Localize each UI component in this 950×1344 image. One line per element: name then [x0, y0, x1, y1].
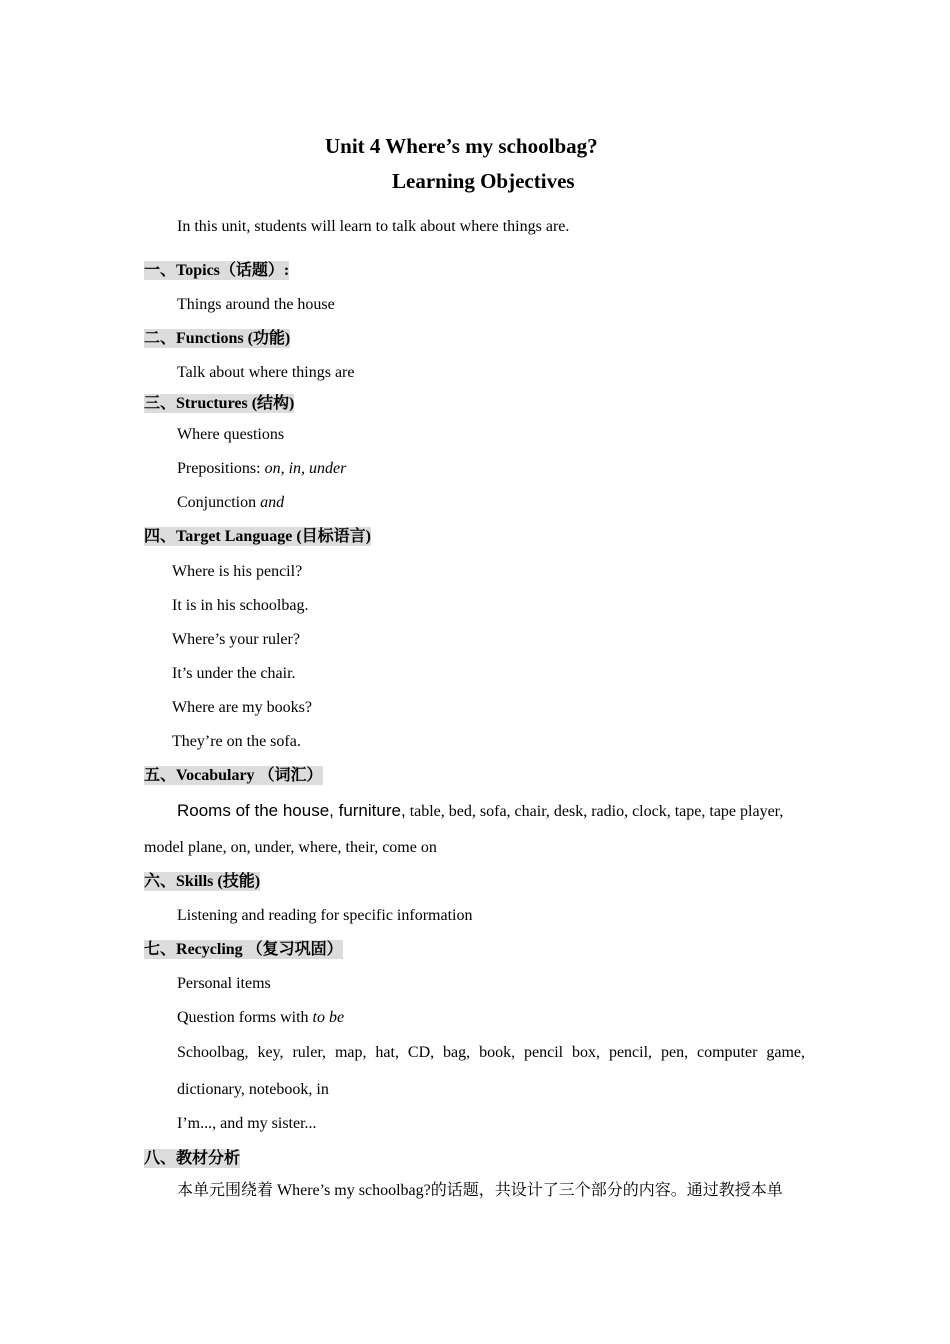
- target-line: Where are my books?: [172, 699, 312, 716]
- heading-structures: [144, 394, 294, 414]
- target-line: Where’s your ruler?: [172, 631, 300, 648]
- target-line: They’re on the sofa.: [172, 733, 301, 750]
- heading-number: 五、: [144, 767, 177, 784]
- recycling-words-line-2: dictionary, notebook, in: [177, 1081, 329, 1098]
- recycling-personal-items: Personal items: [177, 975, 271, 992]
- topics-item: Things around the house: [177, 296, 335, 313]
- skills-item: Listening and reading for specific information: [177, 907, 473, 924]
- heading-label: Functions (功能): [176, 330, 291, 347]
- heading-recycling: [144, 940, 343, 960]
- recycling-words-line-1: Schoolbag, key, ruler, map, hat, CD, bag, book, pencil box, pencil, pen, computer game,: [177, 1044, 805, 1061]
- heading-skills: [144, 872, 260, 892]
- heading-functions: [144, 329, 290, 349]
- structures-prepositions: [177, 459, 346, 479]
- functions-item: Talk about where things are: [177, 364, 355, 381]
- heading-label: Structures (结构): [176, 395, 295, 412]
- target-line: Where is his pencil?: [172, 563, 303, 580]
- prepositions-words: on, in, under: [264, 460, 347, 477]
- document-title: Unit 4 Where’s my schoolbag?: [325, 134, 598, 158]
- vocabulary-words: table, bed, sofa, chair, desk, radio, clock, tape, tape player,: [405, 803, 784, 820]
- heading-label: Vocabulary （词汇）: [176, 767, 323, 784]
- heading-number: 七、: [144, 941, 177, 958]
- heading-vocabulary: [144, 766, 323, 786]
- heading-number: 八、: [144, 1150, 177, 1167]
- question-forms-word: to be: [312, 1009, 345, 1026]
- heading-label: Topics（话题）:: [176, 262, 290, 279]
- vocabulary-rooms: Rooms of the house, furniture,: [177, 801, 406, 820]
- heading-label: Target Language (目标语言): [176, 528, 371, 545]
- heading-number: 三、: [144, 395, 177, 412]
- conjunction-word: and: [260, 494, 285, 511]
- heading-label: Skills (技能): [176, 873, 261, 890]
- heading-target-language: [144, 527, 371, 547]
- recycling-family: I’m..., and my sister...: [177, 1115, 317, 1132]
- document-subtitle: Learning Objectives: [392, 169, 575, 193]
- vocabulary-line-1: [177, 801, 783, 822]
- heading-number: 四、: [144, 528, 177, 545]
- heading-number: 一、: [144, 262, 177, 279]
- structures-where-questions: Where questions: [177, 426, 285, 443]
- structures-conjunction: [177, 493, 284, 513]
- heading-label: Recycling （复习巩固）: [176, 941, 343, 958]
- target-line: It is in his schoolbag.: [172, 597, 309, 614]
- analysis-text: 本单元围绕着 Where’s my schoolbag?的话题，共设计了三个部分的内容。通过教授本单: [177, 1182, 783, 1199]
- recycling-question-forms: [177, 1008, 344, 1028]
- heading-topics: [144, 261, 289, 281]
- intro-text: In this unit, students will learn to talk about where things are.: [177, 218, 570, 235]
- conjunction-label: Conjunction: [177, 494, 261, 511]
- question-forms-label: Question forms with: [177, 1009, 313, 1026]
- target-line: It’s under the chair.: [172, 665, 296, 682]
- prepositions-label: Prepositions:: [177, 460, 265, 477]
- vocabulary-line-2: model plane, on, under, where, their, come on: [144, 839, 437, 856]
- heading-label: 教材分析: [176, 1150, 241, 1167]
- heading-number: 二、: [144, 330, 177, 347]
- heading-analysis: [144, 1149, 240, 1169]
- heading-number: 六、: [144, 873, 177, 890]
